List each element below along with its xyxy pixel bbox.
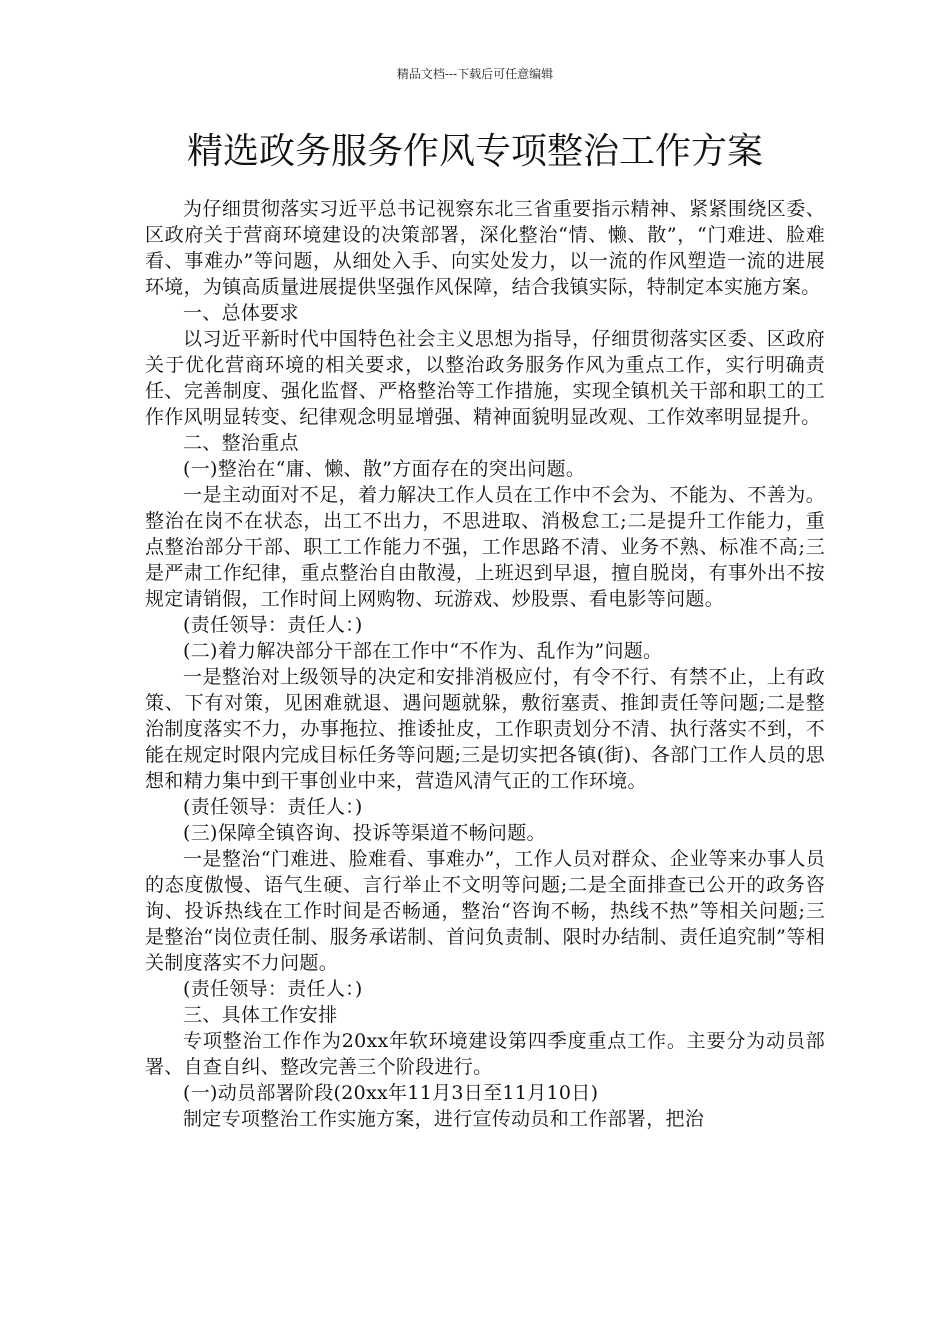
section-heading: 一、总体要求 <box>183 302 299 324</box>
paragraph: 为仔细贯彻落实习近平总书记视察东北三省重要指示精神、紧紧围绕区委、区政府关于营商环境建设的决策部署，深化整治“情、懒、散”，“门难进、脸难看、事难办”等问题，从细处入手、向实处发力，以一流的作风塑造一流的进展环境，为镇高质量进展提供坚强作风保障，结合我镇实际，特制定本实施方案。 <box>145 198 825 298</box>
responsibility-line: (责任领导：责任人：) <box>183 978 363 1000</box>
paragraph: 制定专项整治工作实施方案，进行宣传动员和工作部署，把治 <box>183 1108 705 1130</box>
page-header-note: 精品文档---下载后可任意编辑 <box>396 67 554 81</box>
subsection-heading: (一)整治在“庸、懒、散”方面存在的突出问题。 <box>183 458 586 480</box>
subsection-heading: (二)着力解决部分干部在工作中“不作为、乱作为”问题。 <box>183 640 663 662</box>
section-heading: 三、具体工作安排 <box>183 1004 338 1026</box>
document-body <box>145 196 825 1132</box>
responsibility-line: (责任领导：责任人：) <box>183 796 363 818</box>
document-title: 精选政务服务作风专项整治工作方案 <box>186 131 763 172</box>
subsection-heading: (一)动员部署阶段(20xx年11月3日至11月10日) <box>183 1082 599 1104</box>
section-heading: 二、整治重点 <box>183 432 299 454</box>
subsection-heading: (三)保障全镇咨询、投诉等渠道不畅问题。 <box>183 822 546 844</box>
paragraph: 专项整治工作作为20xx年软环境建设第四季度重点工作。主要分为动员部署、自查自纠、整改完善三个阶段进行。 <box>145 1030 825 1078</box>
paragraph: 以习近平新时代中国特色社会主义思想为指导，仔细贯彻落实区委、区政府关于优化营商环境的相关要求，以整治政务服务作风为重点工作，实行明确责任、完善制度、强化监督、严格整治等工作措施，实现全镇机关干部和职工的工作作风明显转变、纪律观念明显增强、精神面貌明显改观、工作效率明显提升。 <box>145 328 825 428</box>
paragraph: 一是整治对上级领导的决定和安排消极应付，有令不行、有禁不止，上有政策、下有对策，见困难就退、遇问题就躲，敷衍塞责、推卸责任等问题;二是整治制度落实不力，办事拖拉、推诿扯皮，工作职责划分不清、执行落实不到，不能在规定时限内完成目标任务等问题;三是切实把各镇(街)、各部门工作人员的思想和精力集中到干事创业中来，营造风清气正的工作环境。 <box>145 666 825 792</box>
paragraph: 一是整治“门难进、脸难看、事难办”，工作人员对群众、企业等来办事人员的态度傲慢、语气生硬、言行举止不文明等问题;二是全面排查已公开的政务咨询、投诉热线在工作时间是否畅通，整治“咨询不畅，热线不热”等相关问题;三是整治“岗位责任制、服务承诺制、首问负责制、限时办结制、责任追究制”等相关制度落实不力问题。 <box>145 848 825 974</box>
paragraph: 一是主动面对不足，着力解决工作人员在工作中不会为、不能为、不善为。整治在岗不在状态，出工不出力，不思进取、消极怠工;二是提升工作能力，重点整治部分干部、职工工作能力不强，工作思路不清、业务不熟、标准不高;三是严肃工作纪律，重点整治自由散漫，上班迟到早退，擅自脱岗，有事外出不按规定请销假，工作时间上网购物、玩游戏、炒股票、看电影等问题。 <box>145 484 825 610</box>
responsibility-line: (责任领导：责任人：) <box>183 614 363 636</box>
